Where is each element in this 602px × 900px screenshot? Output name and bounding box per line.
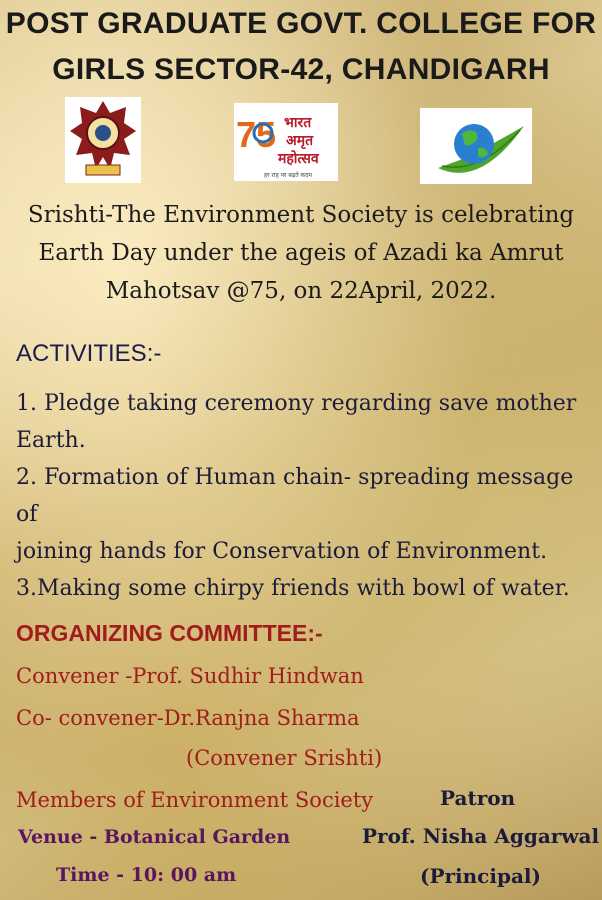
venue: Venue - Botanical Garden (18, 826, 291, 848)
college-emblem-logo (65, 97, 141, 183)
intro-line-2: Earth Day under the ageis of Azadi ka Amrut (38, 240, 564, 266)
title-line-1: POST GRADUATE GOVT. COLLEGE FOR (5, 7, 597, 40)
svg-text:भारत: भारत (284, 115, 312, 131)
co-convener-role: (Convener Srishti) (186, 746, 383, 770)
activity-3: 3.Making some chirpy friends with bowl of water. (16, 576, 570, 601)
intro-line-1: Srishti-The Environment Society is celebrating (27, 202, 575, 228)
activity-1-line-1: 1. Pledge taking ceremony regarding save mother (16, 391, 577, 416)
activities-heading: ACTIVITIES:- (16, 340, 162, 367)
activity-2-line-1: 2. Formation of Human chain- spreading message of (16, 465, 574, 527)
intro-text (0, 196, 602, 310)
convener: Convener -Prof. Sudhir Hindwan (16, 664, 364, 688)
svg-text:अमृत: अमृत (286, 133, 314, 149)
time: Time - 10: 00 am (56, 864, 237, 886)
patron-role: (Principal) (420, 864, 541, 888)
azadi-ka-amrit-mahotsav-logo (234, 103, 338, 181)
activity-1-line-2: Earth. (16, 428, 86, 453)
intro-line-3: Mahotsav @75, on 22April, 2022. (105, 278, 497, 304)
svg-text:महोत्सव: महोत्सव (278, 151, 319, 167)
committee-heading: ORGANIZING COMMITTEE:- (16, 620, 323, 646)
svg-text:हर राह पर बढ़ते कदम: हर राह पर बढ़ते कदम (264, 172, 312, 179)
patron-label: Patron (440, 786, 516, 810)
activities-list (16, 385, 596, 607)
members: Members of Environment Society (16, 788, 374, 812)
earth-leaf-logo (420, 108, 532, 184)
title-line-2: GIRLS SECTOR-42, CHANDIGARH (52, 53, 550, 86)
patron-name: Prof. Nisha Aggarwal (362, 824, 600, 848)
amrit-number: 75 (236, 114, 277, 155)
activity-2-line-2: joining hands for Conservation of Environment. (16, 539, 548, 564)
co-convener: Co- convener-Dr.Ranjna Sharma (16, 706, 360, 730)
